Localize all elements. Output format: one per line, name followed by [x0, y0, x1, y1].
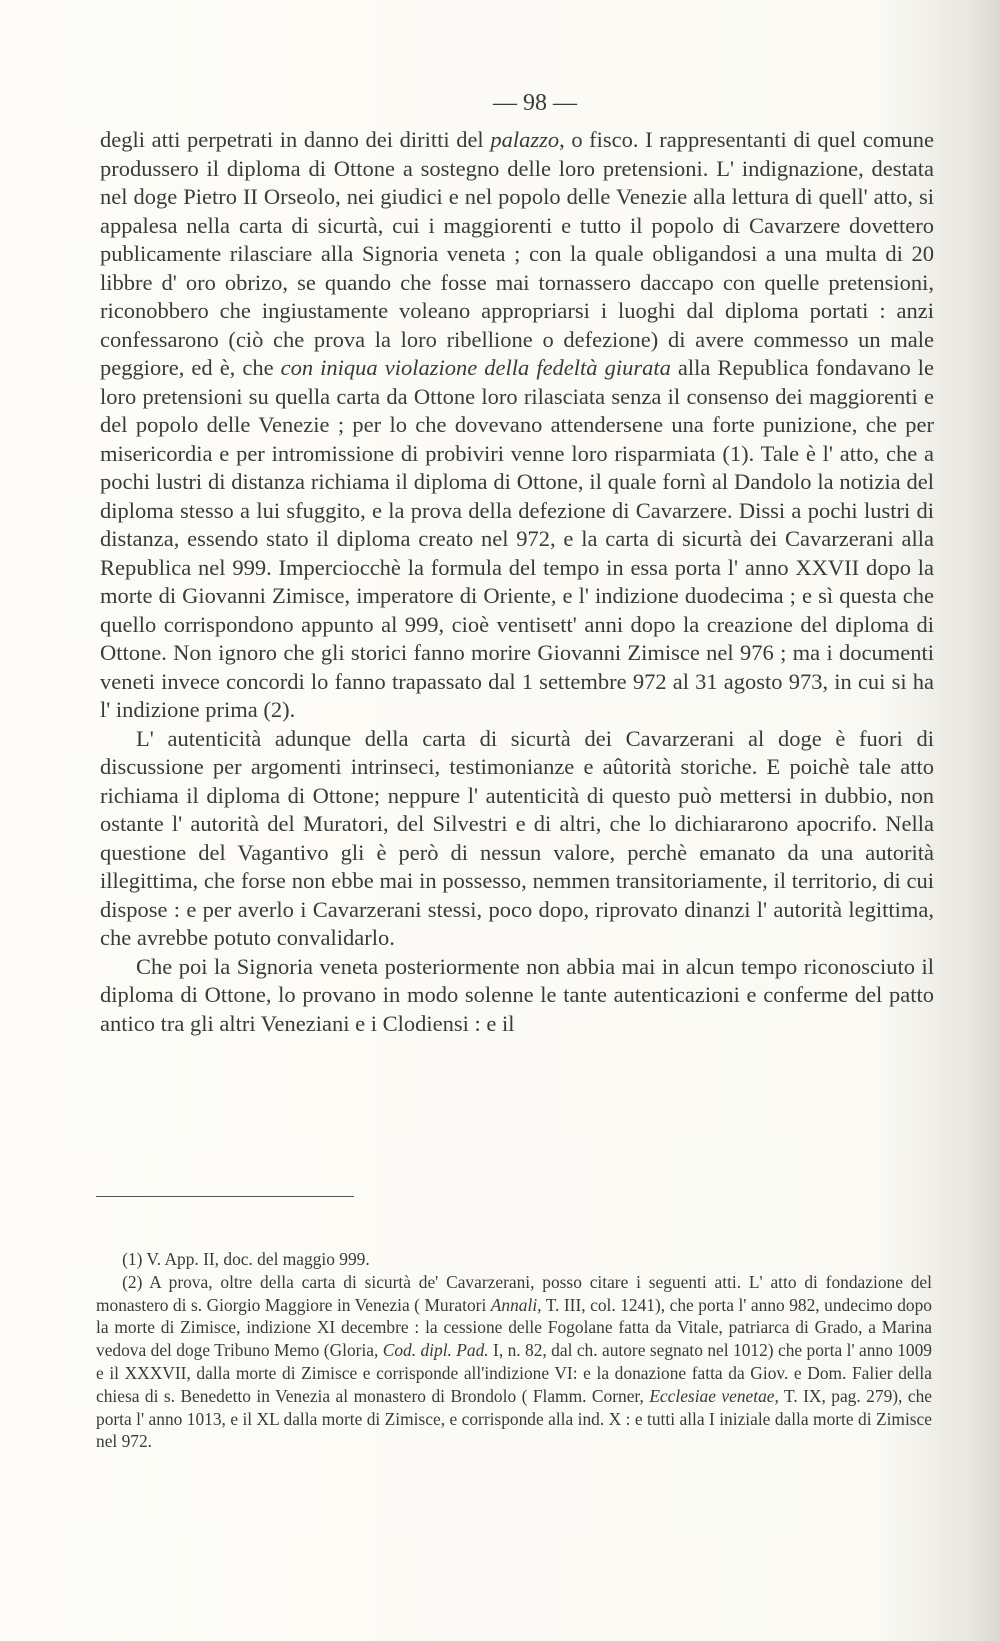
italic-run: palazzo [490, 127, 560, 152]
italic-run: Cod. dipl. Pad. [382, 1340, 489, 1361]
footnote-2: (2) A prova, oltre della carta di sicurtà de' Cavarzerani, posso citare i seguenti atti. L' atto di fondazione del monastero di s. Giorgio Maggiore in Venezia ( Muratori Annali, T. III, col. 1241), che porta l' anno 982, undecimo dopo la morte di Zimisce, indizione XI decembre : la cessione delle Fogolane fatta da Vitale, patriarca di Grado, a Marina vedova del doge Tribuno Memo (Gloria, Cod. dipl. Pad. I, n. 82, dal ch. autore segnato nel 1012) che porta l' anno 1009 e il XXXVII, dalla morte di Zimisce e corrisponde all'indizione VI: e la donazione fatta da Giov. e Dom. Falier della chiesa di s. Benedetto in Venezia al monastero di Brondolo ( Flamm. Corner, Ecclesiae venetae, T. IX, pag. 279), che porta l' anno 1013, e il XL dalla morte di Zimisce, e corrisponde alla ind. X : e tutti alla I iniziale dalla morte di Zimisce nel 972. [96, 1271, 932, 1452]
paragraph-2: L' autenticità adunque della carta di sicurtà dei Cavarzerani al doge è fuori di discussione per argomenti intrinseci, testimonianze e aûtorità storiche. E poichè tale atto richiama il diploma di Ottone; neppure l' autenticità di questo può mettersi in dubbio, non ostante l' autorità del Muratori, del Silvestri e di altri, che lo dichiararono apocrifo. Nella questione del Vagantivo gli è però di nessun valore, perchè emanato da una autorità illegittima, che forse non ebbe mai in possesso, nemmen transitoriamente, il territorio, di cui dispose : e per averlo i Cavarzerani stessi, poco dopo, riprovato dinanzi l' autorità legittima, che avrebbe potuto convalidarlo. [100, 725, 934, 950]
footnotes [96, 1248, 932, 1453]
italic-run: Ecclesiae venetae, [649, 1385, 779, 1406]
paragraph-3: Che poi la Signoria veneta posteriormente non abbia mai in alcun tempo riconosciuto il diploma di Ottone, lo provano in modo solenne le tante autenticazioni e conferme del patto antico tra gli altri Veneziani e i Clodiensi : e il [100, 953, 934, 1036]
paragraph-1: degli atti perpetrati in danno dei diritti del palazzo, o fisco. I rappresentanti di quel comune produssero il diploma di Ottone a sostegno delle loro pretensioni. L' indignazione, destata nel doge Pietro II Orseolo, nei giudici e nel popolo delle Venezie alla lettura di quell' atto, si appalesa nella carta di sicurtà, cui i maggiorenti e tutto il popolo di Cavarzere dovettero publicamente rilasciare alla Signoria veneta ; con la quale obligandosi a una multa di 20 libbre d' oro obrizo, se quando che fosse mai tornassero daccapo con quelle pretensioni, riconobbero che ingiustamente voleano appropriarsi i luoghi dal diploma portati : anzi confessarono (ciò che prova la loro ribellione o defezione) di avere commesso un male peggiore, ed è, che con iniqua violazione della fedeltà giurata alla Republica fondavano le loro pretensioni su quella carta da Ottone loro rilasciata senza il consenso dei maggiorenti e del popolo delle Venezie ; per lo che dovevano attendersene una forte punizione, che per misericordia e per intromissione di probiviri venne loro risparmiata (1). Tale è l' atto, che a pochi lustri di distanza richiama il diploma di Ottone, il quale fornì al Dandolo la notizia del diploma stesso a lui sfuggito, e la prova della defezione di Cavarzere. Dissi a pochi lustri di distanza, essendo stato il diploma creato nel 972, e la carta di sicurtà dei Cavarzerani alla Republica nel 999. Imperciocchè la formula del tempo in essa porta l' anno XXVII dopo la morte di Giovanni Zimisce, imperatore di Oriente, e l' indizione duodecima ; e sì questa che quello corrispondono appunto al 999, cioè ventisett' anni dopo la creazione del diploma di Ottone. Non ignoro che gli storici fanno morire Giovanni Zimisce nel 976 ; ma i documenti veneti invece concordi lo fanno trapassato dal 1 settembre 972 al 31 agosto 973, in cui si ha l' indizione prima (2). [100, 127, 935, 722]
footnote-1: (1) V. App. II, doc. del maggio 999. [122, 1249, 370, 1269]
italic-run: con iniqua violazione della fedeltà giurata [280, 355, 671, 380]
body-text [100, 126, 934, 1038]
footnote-divider [96, 1196, 354, 1197]
page-number: — 98 — [493, 90, 577, 116]
italic-run: Annali, [490, 1294, 542, 1315]
